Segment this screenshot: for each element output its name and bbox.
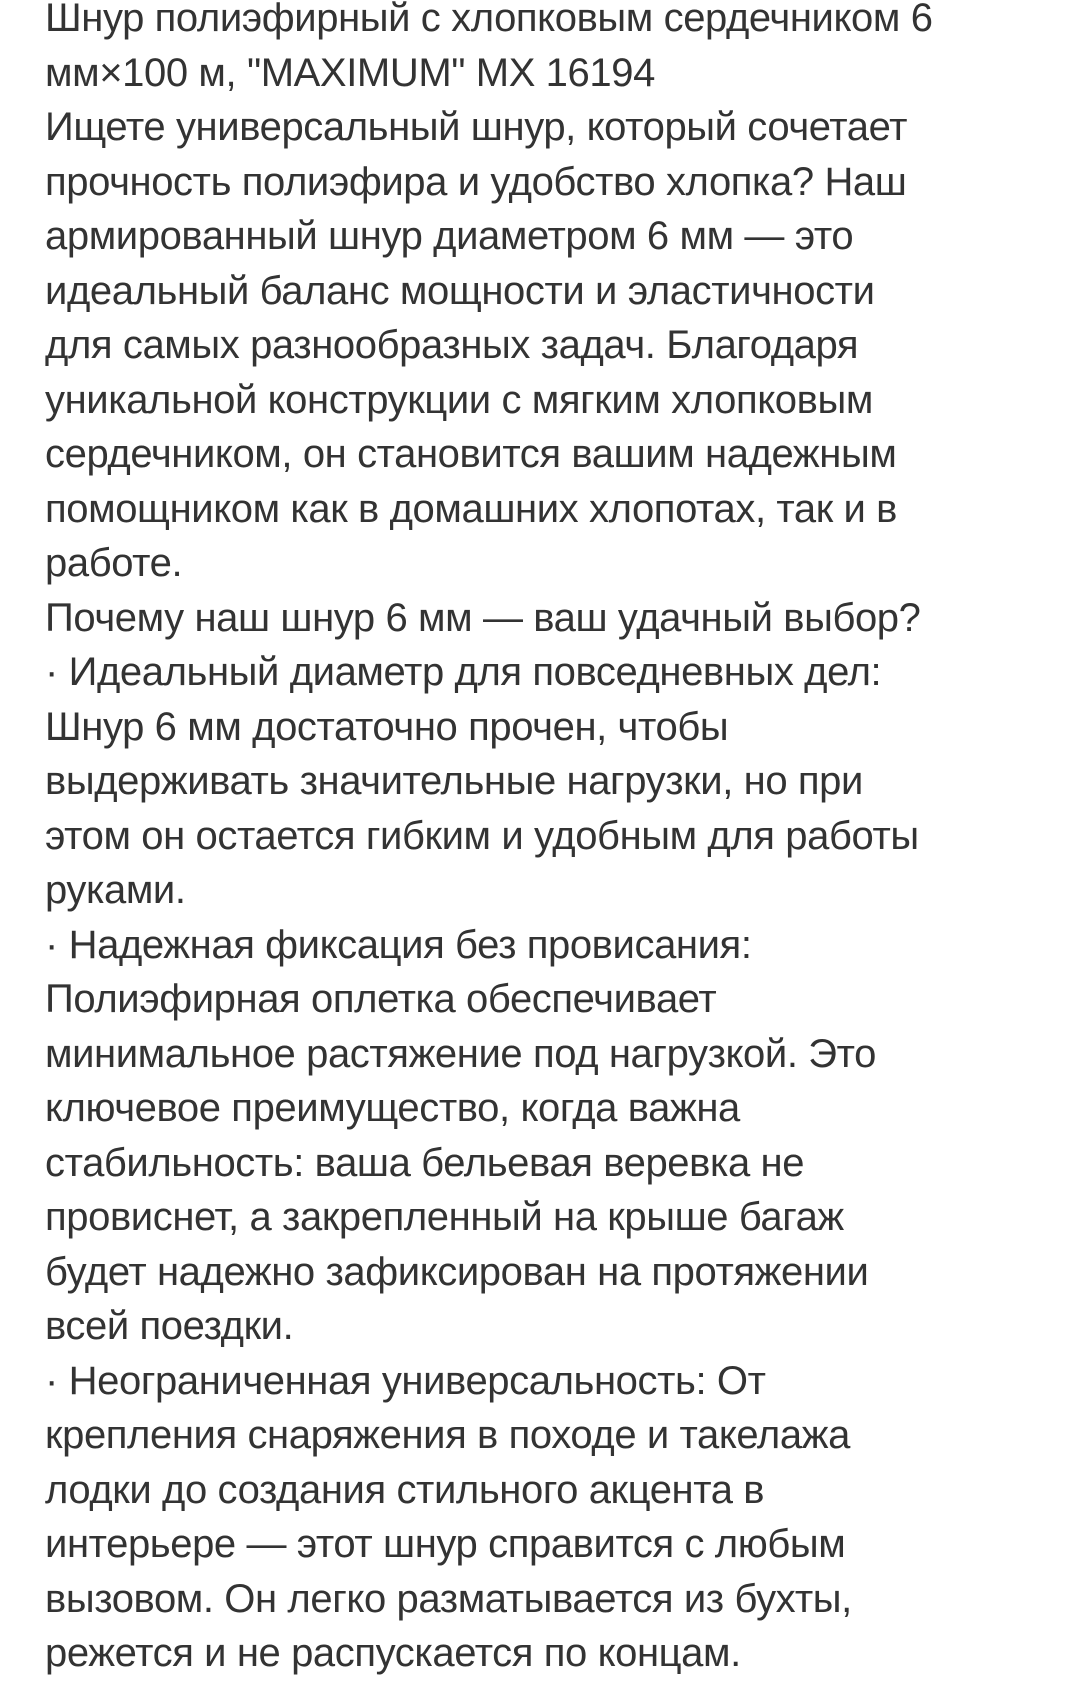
text-line: · Идеальный диаметр для повседневных дел: — [45, 650, 882, 694]
text-line: крепления снаряжения в походе и такелажа — [45, 1413, 850, 1457]
bullet-diameter — [45, 645, 1040, 918]
text-line: интерьере — этот шнур справится с любым — [45, 1522, 846, 1566]
text-line: Ищете универсальный шнур, который сочетает — [45, 105, 908, 149]
text-line: ключевое преимущество, когда важна — [45, 1086, 740, 1130]
text-line: этом он остается гибким и удобным для работы — [45, 813, 919, 858]
text-line: Шнур 6 мм достаточно прочен, чтобы — [45, 704, 729, 749]
text-line: сердечником, он становится вашим надежным — [45, 432, 897, 476]
bullet-fixation — [45, 918, 1040, 1354]
text-line: всей поездки. — [45, 1304, 294, 1348]
text-line: мм×100 м, "MAXIMUM" MX 16194 — [45, 50, 655, 95]
text-line: руками. — [45, 868, 186, 912]
text-line: прочность полиэфира и удобство хлопка? Наш — [45, 159, 907, 204]
text-line: провиснет, а закрепленный на крыше багаж — [45, 1195, 844, 1239]
text-line: идеальный баланс мощности и эластичности — [45, 268, 875, 313]
text-line: минимальное растяжение под нагрузкой. Это — [45, 1031, 876, 1076]
text-line: · Неограниченная универсальность: От — [45, 1358, 766, 1403]
text-line: уникальной конструкции с мягким хлопковым — [45, 377, 873, 422]
text-line: лодки до создания стильного акцента в — [45, 1467, 765, 1512]
text-line: будет надежно зафиксирован на протяжении — [45, 1249, 869, 1294]
question-heading — [45, 591, 1040, 646]
text-line: · Надежная фиксация без провисания: — [45, 922, 752, 967]
text-line: армированный шнур диаметром 6 мм — это — [45, 214, 854, 258]
bullet-versatility — [45, 1354, 1040, 1681]
product-description-text — [45, 0, 1040, 1681]
text-line: работе. — [45, 541, 183, 585]
text-line: режется и не распускается по концам. — [45, 1631, 741, 1675]
text-line: стабильность: ваша бельевая веревка не — [45, 1140, 805, 1185]
product-title — [45, 0, 1040, 100]
text-line: Шнур полиэфирный с хлопковым сердечником 6 — [45, 0, 933, 40]
text-line: Почему наш шнур 6 мм — ваш удачный выбор? — [45, 595, 921, 640]
text-line: вызовом. Он легко разматывается из бухты, — [45, 1576, 852, 1621]
text-line: выдерживать значительные нагрузки, но при — [45, 759, 863, 803]
text-line: помощником как в домашних хлопотах, так и в — [45, 486, 898, 531]
text-line: Полиэфирная оплетка обеспечивает — [45, 977, 717, 1021]
text-line: для самых разнообразных задач. Благодаря — [45, 323, 859, 367]
intro-paragraph — [45, 100, 1040, 591]
